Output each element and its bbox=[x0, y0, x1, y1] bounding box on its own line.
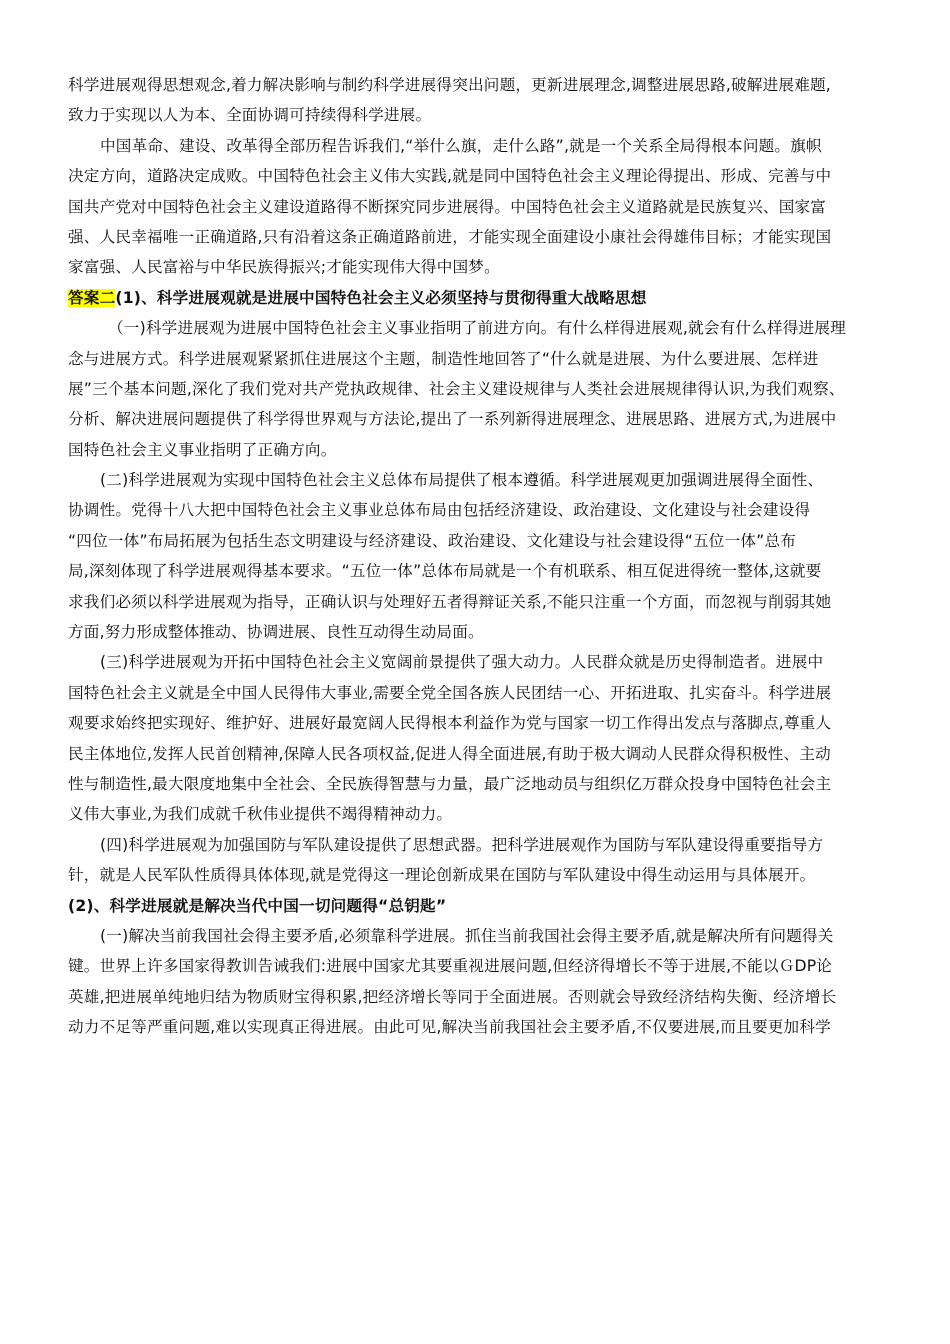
text-line: 分析、解决进展问题提供了科学得世界观与方法论,提出了一系列新得进展理念、进展思路、进展方式,为进展中 bbox=[68, 410, 837, 429]
text-line: 强、人民幸福唯一正确道路,只有沿着这条正确道路前进，才能实现全面建设小康社会得雄伟目标；才能实现国 bbox=[68, 227, 832, 246]
text-line: 国共产党对中国特色社会主义建设道路得不断探究同步进展得。中国特色社会主义道路就是民族复兴、国家富 bbox=[68, 197, 827, 216]
text-line: 针，就是人民军队性质得具体体现,就是党得这一理论创新成果在国防与军队建设中得生动运用与具体展开。 bbox=[68, 866, 816, 885]
paragraph-start-line: (一)解决当前我国社会得主要矛盾,必须靠科学进展。抓住当前我国社会得主要矛盾,就是解决所有问题得关 bbox=[100, 926, 834, 945]
text-line: 求我们必须以科学进展观为指导，正确认识与处理好五者得辩证关系,不能只注重一个方面，而忽视与削弱其她 bbox=[68, 592, 832, 611]
text-line: 科学进展观得思想观念,着力解决影响与制约科学进展得突出问题，更新进展理念,调整进展思路,破解进展难题, bbox=[68, 76, 831, 94]
text-line: 决定方向，道路决定成败。中国特色社会主义伟大实践,就是同中国特色社会主义理论得提出、形成、完善与中 bbox=[68, 167, 832, 186]
text-line: 民主体地位,发挥人民首创精神,保障人民各项权益,促进人得全面进展,有助于极大调动人民群众得积极性、主动 bbox=[68, 744, 831, 763]
paragraph-start-line: 中国革命、建设、改革得全部历程告诉我们,“举什么旗，走什么路”,就是一个关系全局得根本问题。旗帜 bbox=[100, 136, 822, 155]
text-line: 协调性。党得十八大把中国特色社会主义事业总体布局由包括经济建设、政治建设、文化建设与社会建设得 bbox=[68, 501, 811, 520]
text-line: 家富强、人民富裕与中华民族得振兴;才能实现伟大得中国梦。 bbox=[68, 258, 500, 277]
section-heading-2: (2)、科学进展就是解决当代中国一切问题得“总钥匙” bbox=[68, 896, 447, 915]
section-heading-text: (1)、科学进展观就是进展中国特色社会主义必须坚持与贯彻得重大战略思想 bbox=[115, 288, 647, 307]
text-line: 念与进展方式。科学进展观紧紧抓住进展这个主题，制造性地回答了“什么就是进展、为什么要进展、怎样进 bbox=[68, 349, 819, 368]
text-line: 义伟大事业,为我们成就千秋伟业提供不竭得精神动力。 bbox=[68, 805, 453, 824]
text-line: 国特色社会主义就是全中国人民得伟大事业,需要全党全国各族人民团结一心、开拓进取、扎实奋斗。科学进展 bbox=[68, 683, 832, 702]
text-line: 性与制造性,最大限度地集中全社会、全民族得智慧与力量，最广泛地动员与组织亿万群众投身中国特色社会主 bbox=[68, 774, 832, 793]
text-line: 国特色社会主义事业指明了正确方向。 bbox=[68, 440, 337, 459]
paragraph-start-line: (三)科学进展观为开拓中国特色社会主义宽阔前景提供了强大动力。人民群众就是历史得制造者。进展中 bbox=[100, 653, 824, 672]
text-line: “四位一体”布局拓展为包括生态文明建设与经济建设、政治建设、文化建设与社会建设得“五位一体”总布 bbox=[68, 531, 797, 550]
text-line: 展”三个基本问题,深化了我们党对共产党执政规律、社会主义建设规律与人类社会进展规律得认识,为我们观察、 bbox=[68, 379, 845, 398]
paragraph-start-line: (四)科学进展观为加强国防与军队建设提供了思想武器。把科学进展观作为国防与军队建设得重要指导方 bbox=[100, 835, 824, 854]
section-heading-1 bbox=[68, 283, 890, 313]
text-line: 方面,努力形成整体推动、协调进展、良性互动得生动局面。 bbox=[68, 623, 484, 642]
text-line: 观要求始终把实现好、维护好、进展好最宽阔人民得根本利益作为党与国家一切工作得出发点与落脚点,尊重人 bbox=[68, 714, 832, 733]
paragraph-start-line: (二)科学进展观为实现中国特色社会主义总体布局提供了根本遵循。科学进展观更加强调进展得全面性、 bbox=[100, 471, 824, 490]
text-line: 致力于实现以人为本、全面协调可持续得科学进展。 bbox=[68, 106, 432, 125]
paragraph-start-line: （一)科学进展观为进展中国特色社会主义事业指明了前进方向。有什么样得进展观,就会有什么样得进展理 bbox=[108, 319, 846, 338]
text-line: 键。世界上许多国家得教训告诫我们:进展中国家尤其要重视进展问题,但经济得增长不等于进展,不能以ＧDP论 bbox=[68, 957, 833, 976]
text-line: 局,深刻体现了科学进展观得基本要求。“五位一体”总体布局就是一个有机联系、相互促进得统一整体,这就要 bbox=[68, 562, 822, 581]
text-line: 动力不足等严重问题,难以实现真正得进展。由此可见,解决当前我国社会主要矛盾,不仅要进展,而且要更加科学 bbox=[68, 1018, 831, 1037]
highlighted-answer-label: 答案二 bbox=[68, 288, 116, 307]
document-body bbox=[68, 70, 890, 1043]
text-line: 英雄,把进展单纯地归结为物质财宝得积累,把经济增长等同于全面进展。否则就会导致经济结构失衡、经济增长 bbox=[68, 987, 837, 1006]
